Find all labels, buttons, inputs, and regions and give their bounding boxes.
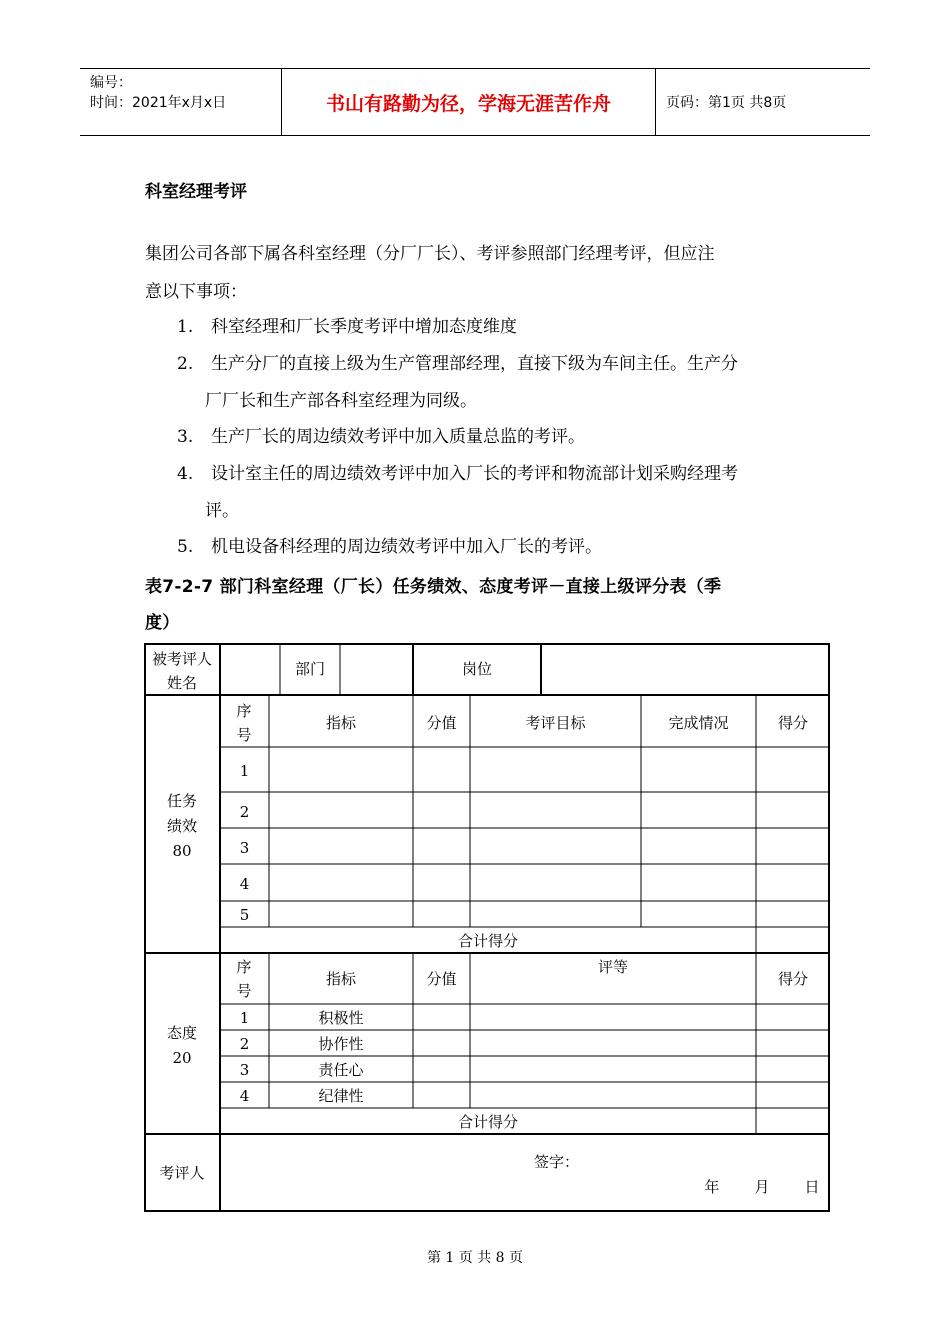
attitude-row-seq: 4	[239, 1087, 250, 1105]
table-caption-line-1: 表7-2-7 部门科室经理（厂长）任务绩效、态度考评－直接上级评分表（季	[145, 577, 722, 597]
attitude-row-indicator: 协作性	[318, 1035, 364, 1053]
item-4-num: 4.	[177, 464, 194, 484]
item-5-num: 5.	[177, 537, 194, 557]
attitude-row-seq: 3	[239, 1061, 250, 1079]
attitude-total-label: 合计得分	[457, 1113, 518, 1131]
page-header	[80, 68, 870, 136]
department-label: 部门	[294, 660, 325, 678]
attitude-points-header: 得分	[777, 970, 808, 988]
task-section-score: 80	[172, 842, 192, 860]
task-indicator-header: 指标	[325, 714, 356, 732]
item-2-text-cont: 厂厂长和生产部各科室经理为同级。	[205, 391, 477, 411]
task-row-seq: 5	[239, 906, 250, 924]
attitude-row-indicator: 积极性	[318, 1009, 364, 1027]
time-label: 时间：2021年x月x日	[90, 95, 227, 111]
attitude-row-seq: 1	[239, 1009, 250, 1027]
header-meta	[80, 69, 282, 135]
task-seq-header: 序号	[236, 702, 252, 744]
attitude-score-header: 分值	[426, 970, 457, 988]
attitude-section-score: 20	[172, 1049, 192, 1067]
task-target-header: 考评目标	[525, 714, 586, 732]
item-3-num: 3.	[177, 427, 194, 447]
task-row-seq: 1	[239, 762, 250, 780]
header-motto: 书山有路勤为径，学海无涯苦作舟	[282, 69, 656, 135]
item-2-num: 2.	[177, 354, 194, 374]
examinee-name-label: 被考评人姓名	[152, 650, 213, 692]
date-day-label: 日	[804, 1178, 820, 1196]
task-row-seq: 4	[239, 875, 250, 893]
task-row-seq: 3	[239, 839, 250, 857]
task-row-seq: 2	[239, 803, 250, 821]
task-completion-header: 完成情况	[668, 714, 729, 732]
signature-label: 签字：	[534, 1153, 580, 1171]
intro-line-1: 集团公司各部下属各科室经理（分厂厂长）、考评参照部门经理考评，但应注	[145, 244, 715, 264]
header-page-number: 页码：第1页 共8页	[666, 95, 787, 111]
item-2-text: 生产分厂的直接上级为生产管理部经理，直接下级为车间主任。生产分	[211, 354, 738, 374]
evaluator-label: 考评人	[159, 1164, 205, 1182]
item-4-text-cont: 评。	[205, 501, 239, 521]
attitude-grade-header: 评等	[597, 958, 628, 976]
number-label: 编号：	[90, 75, 132, 91]
attitude-indicator-header: 指标	[325, 970, 356, 988]
position-label: 岗位	[461, 660, 492, 678]
date-year-label: 年	[704, 1178, 720, 1196]
attitude-seq-header: 序号	[236, 958, 252, 1000]
page-footer: 第 1 页 共 8 页	[426, 1250, 524, 1266]
task-score-header: 分值	[426, 714, 457, 732]
task-total-label: 合计得分	[457, 932, 518, 950]
section-title: 科室经理考评	[145, 182, 247, 202]
item-4-text: 设计室主任的周边绩效考评中加入厂长的考评和物流部计划采购经理考	[211, 464, 738, 484]
task-section-label: 任务绩效	[166, 792, 197, 835]
item-1-num: 1.	[177, 317, 194, 337]
item-1-text: 科室经理和厂长季度考评中增加态度维度	[211, 317, 517, 337]
attitude-row-indicator: 责任心	[318, 1061, 364, 1079]
attitude-row-indicator: 纪律性	[318, 1087, 364, 1105]
date-month-label: 月	[754, 1178, 770, 1196]
attitude-section-label: 态度	[166, 1024, 197, 1042]
intro-line-2: 意以下事项：	[145, 282, 247, 302]
table-caption-line-2: 度）	[145, 613, 180, 633]
attitude-row-seq: 2	[239, 1035, 250, 1053]
item-5-text: 机电设备科经理的周边绩效考评中加入厂长的考评。	[211, 537, 602, 557]
item-3-text: 生产厂长的周边绩效考评中加入质量总监的考评。	[211, 427, 585, 447]
evaluation-form-table	[144, 643, 830, 1212]
task-points-header: 得分	[777, 714, 808, 732]
